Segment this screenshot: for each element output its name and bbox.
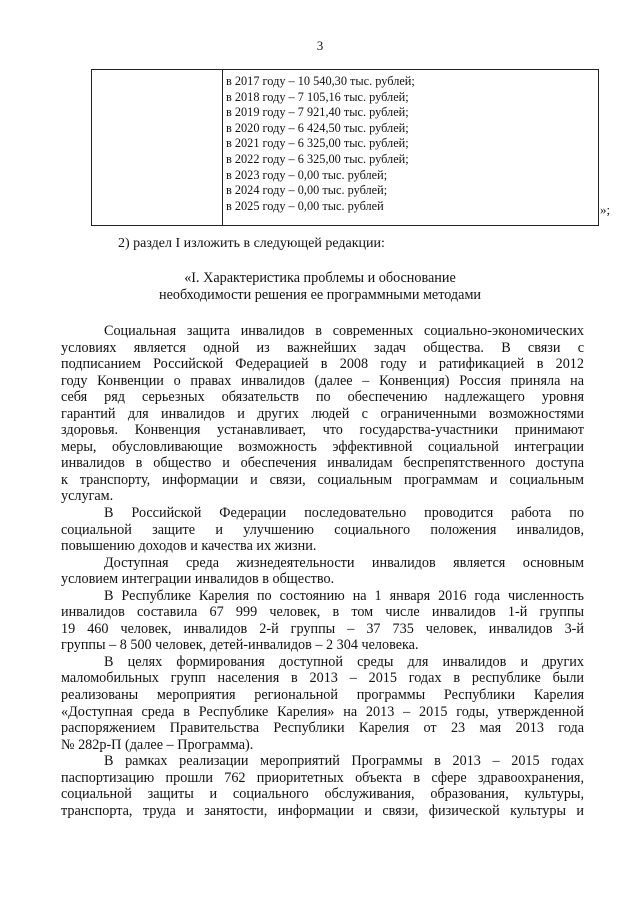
funding-line: в 2021 году – 6 325,00 тыс. рублей; — [226, 136, 409, 151]
funding-line: в 2023 году – 0,00 тыс. рублей; — [226, 167, 388, 182]
amendment-intro: 2) раздел I изложить в следующей редакции: — [118, 236, 385, 251]
text-line: повышению доходов и качества их жизни. — [61, 538, 317, 555]
body-text — [61, 323, 584, 819]
text-line: инвалидов составила 67 999 человек, в том числе инвалидов 1-й группы — [61, 604, 584, 621]
text-line: Социальная защита инвалидов в современных социально-экономических — [104, 323, 584, 339]
closing-quote: »; — [600, 202, 611, 217]
text-line: условием интеграции инвалидов в общество. — [61, 571, 335, 588]
text-line: инвалидов в общество и обеспечения инвалидам беспрепятственного доступа — [61, 455, 584, 472]
text-line: В рамках реализации мероприятий Программы в 2013 – 2015 годах — [104, 753, 584, 770]
funding-line: в 2024 году – 0,00 тыс. рублей; — [226, 183, 388, 198]
text-line: группы – 8 500 человек, детей-инвалидов – 2 304 человека. — [61, 637, 419, 654]
funding-line: в 2018 году – 7 105,16 тыс. рублей; — [226, 89, 409, 104]
text-line: к транспорту, информации и связи, социальным программам и социальным — [61, 471, 584, 488]
page-number: 3 — [316, 38, 324, 53]
heading-line: необходимости решения ее программными методами — [158, 287, 482, 303]
text-line: году Конвенции о правах инвалидов (далее – Конвенция) Россия приняла на — [61, 372, 584, 389]
heading-line: «I. Характеристика проблемы и обоснование — [184, 270, 456, 286]
text-line: № 282р-П (далее – Программа). — [61, 736, 254, 753]
section-heading — [0, 270, 640, 304]
text-line: социальной защиты и социального обслуживания, образования, культуры, — [61, 786, 584, 803]
funding-line: в 2025 году – 0,00 тыс. рублей — [226, 198, 384, 213]
funding-line: в 2019 году – 7 921,40 тыс. рублей; — [226, 105, 409, 120]
funding-list — [226, 74, 415, 214]
funding-line: в 2017 году – 10 540,30 тыс. рублей; — [226, 74, 415, 88]
text-line: себя ряд серьезных обязательств по обеспечению надлежащего уровня — [61, 389, 584, 406]
text-line: паспортизацию прошли 762 приоритетных объекта в сфере здравоохранения, — [61, 769, 584, 786]
text-line: подписанием Российской Федерацией в 2008 году и ратификацией в 2012 — [61, 356, 584, 373]
table-divider — [222, 70, 223, 225]
text-line: услугам. — [61, 488, 114, 505]
text-line: В Республике Карелия по состоянию на 1 января 2016 года численность — [104, 587, 584, 604]
text-line: меры, обусловливающие возможность эффективной социальной интеграции — [61, 438, 584, 455]
text-line: реализованы мероприятия региональной программы Республики Карелия — [61, 687, 584, 704]
text-line: условиях является одной из важнейших задач общества. В связи с — [61, 339, 584, 356]
funding-line: в 2020 году – 6 424,50 тыс. рублей; — [226, 120, 409, 135]
text-line: Доступная среда жизнедеятельности инвалидов является основным — [104, 554, 584, 571]
text-line: маломобильных групп населения в 2013 – 2015 годах в республике были — [61, 670, 584, 687]
text-line: «Доступная среда в Республике Карелия» на 2013 – 2015 годы, утвержденной — [61, 703, 584, 720]
text-line: гарантий для инвалидов и других людей с ограниченными возможностями — [61, 405, 584, 422]
funding-table — [91, 69, 599, 226]
text-line: здоровья. Конвенция устанавливает, что государства-участники принимают — [61, 422, 584, 439]
text-line: В Российской Федерации последовательно проводится работа по — [104, 505, 584, 522]
funding-line: в 2022 году – 6 325,00 тыс. рублей; — [226, 151, 409, 166]
text-line: В целях формирования доступной среды для инвалидов и других — [104, 653, 584, 670]
text-line: 19 460 человек, инвалидов 2-й группы – 37 735 человек, инвалидов 3-й — [61, 620, 584, 637]
text-line: распоряжением Правительства Республики Карелия от 23 мая 2013 года — [61, 720, 584, 737]
text-line: транспорта, труда и занятости, информации и связи, физической культуры и — [61, 802, 584, 819]
text-line: социальной защите и улучшению социального положения инвалидов, — [61, 521, 584, 538]
